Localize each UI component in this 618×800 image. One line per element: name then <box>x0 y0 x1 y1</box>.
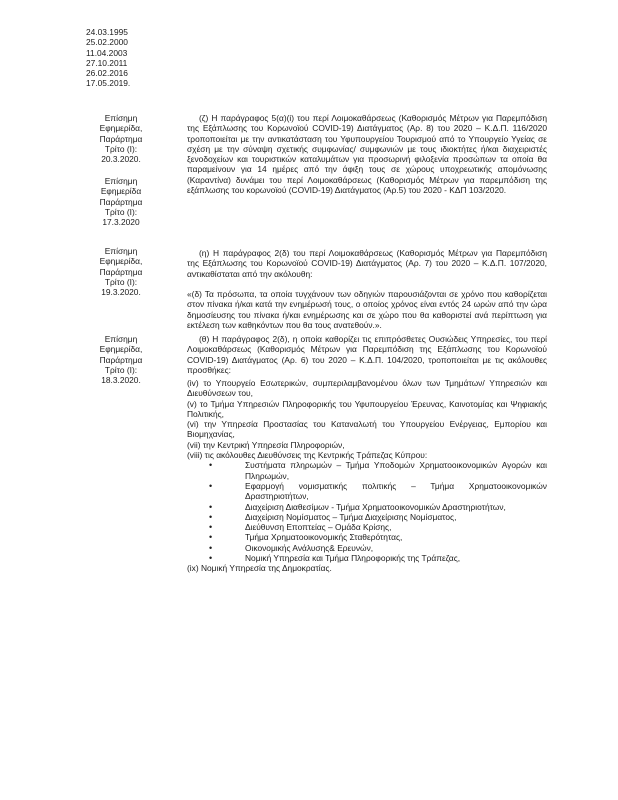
bullet-item <box>187 481 547 502</box>
additions-list <box>187 378 547 574</box>
date-line: 17.05.2019. <box>86 78 131 89</box>
bullet-text: Συστήματα πληρωμών – Τμήμα Υποδομών Χρηματοοικονομικών Αγορών και Πληρωμών, <box>245 460 547 481</box>
gazette-line: 17.3.2020 <box>102 217 140 228</box>
gazette-line: Εφημερίδα, <box>99 256 143 267</box>
gazette-reference <box>86 246 156 297</box>
bullet-text: Νομική Υπηρεσία και Τμήμα Πληροφορικής της Τράπεζας, <box>245 553 461 564</box>
bullet-text: Διεύθυνση Εποπτείας – Ομάδα Κρίσης, <box>245 522 392 533</box>
list-item: (viii) τις ακόλουθες Διευθύνσεις της Κεντρικής Τράπεζας Κύπρου: <box>187 450 428 461</box>
paragraph-text: (ζ) Η παράγραφος 5(α)(i) του περί Λοιμοκαθάρσεως (Καθορισμός Μέτρων για Παρεμπόδιση της Εξάπλωσης του Κορωνοϊού COVID-19) Διατάγματος (Αρ. 8) του 2020 – Κ.Δ.Π. 116/2020 τροποποιείται με την αντικατάσταση του Υφυπουργείου Τουρισμού από το Υπουργείο Υγείας σε σχέση με την σύναψη σχετικής συμφωνίας/ συμφωνιών με τους ιδιοκτήτες ή/και διαχειριστές ξενοδοχείων και τουριστικών καταλυμάτων για προσωρινή φιλοξενία προσώπων τα οποία θα παραμείνουν για 14 ημέρες από την άφιξη τους σε χώρους υποχρεωτικής απομόνωσης (Καραντίνα) δυνάμει του περί Λοιμοκαθάρσεως (Καθορισμός Μέτρων για παρεμπόδιση της εξάπλωσης του κορωνοϊού (COVID-19) Διατάγματος (Αρ.5) του 2020 - ΚΔΠ 103/2020. <box>187 113 547 196</box>
gazette-line: Επίσημη <box>104 113 138 123</box>
gazette-line: 19.3.2020. <box>101 287 141 298</box>
gazette-line: Παράρτημα <box>99 133 143 144</box>
paragraph-text: (θ) Η παράγραφος 2(δ), η οποία καθορίζει τις επιπρόσθετες Ουσιώδεις Υπηρεσίες, του περί Λοιμοκαθάρσεως (Καθορισμός Μέτρων για Παρεμπόδιση της Εξάπλωσης του Κορωνοϊού COVID-19) Διατάγματος (Αρ. 6) του 2020 – Κ.Δ.Π. 104/2020, τροποποιείται με τις ακόλουθες προσθήκες: <box>187 334 547 375</box>
bullet-text: Οικονομικής Ανάλυσης& Ερευνών, <box>245 542 374 553</box>
gazette-line: Παράρτημα <box>99 196 143 207</box>
gazette-line: Τρίτο (Ι): <box>104 206 138 217</box>
gazette-reference <box>86 113 156 164</box>
gazette-line: Τρίτο (Ι): <box>104 276 138 287</box>
paragraph-eta-quote <box>187 289 547 330</box>
bullet-text: Διαχείριση Νομίσματος – Τμήμα Διαχείρισης Νομίσματος, <box>245 511 457 522</box>
date-line: 25.02.2000 <box>86 37 128 48</box>
bullet-text: Τμήμα Χρηματοοικονομικής Σταθερότητας, <box>245 532 403 543</box>
gazette-line: Τρίτο (Ι): <box>104 143 138 154</box>
list-item: (ix) Νομική Υπηρεσία της Δημοκρατίας. <box>187 563 332 574</box>
gazette-line: Τρίτο (Ι): <box>104 364 138 375</box>
bullet-item <box>187 543 547 553</box>
bullet-item <box>187 512 547 522</box>
list-item: (v) το Τμήμα Υπηρεσιών Πληροφορικής του Υφυπουργείου Έρευνας, Καινοτομίας και Ψηφιακής Πολιτικής, <box>187 398 547 419</box>
gazette-reference <box>86 334 156 385</box>
gazette-line: Εφημερίδα, <box>99 123 143 134</box>
date-line: 24.03.1995 <box>86 27 128 37</box>
bullet-item <box>187 460 547 481</box>
bullet-item <box>187 502 547 512</box>
gazette-line: Επίσημη <box>104 176 138 186</box>
bullet-item <box>187 532 547 542</box>
gazette-line: Επίσημη <box>104 334 138 344</box>
gazette-line: 20.3.2020. <box>101 154 141 165</box>
paragraph-theta <box>187 334 547 375</box>
amendment-dates <box>86 27 176 89</box>
paragraph-zeta <box>187 113 547 195</box>
list-item: (vi) την Υπηρεσία Προστασίας του Καταναλωτή του Υπουργείου Ενέργειας, Εμπορίου και Βιομηχανίας, <box>187 419 547 440</box>
gazette-line: 18.3.2020. <box>101 375 141 386</box>
bullet-item <box>187 522 547 532</box>
date-line: 26.02.2016 <box>86 68 128 79</box>
bullet-item <box>187 553 547 563</box>
gazette-line: Εφημερίδα <box>100 186 142 197</box>
gazette-reference <box>86 176 156 227</box>
quoted-text: «(δ) Τα πρόσωπα, τα οποία τυγχάνουν των οδηγιών παρουσιάζονται σε χρόνο που καθορίζεται στον πίνακα ή/και κατά την ενημέρωσή τους, ο οποίος χρόνος είναι εντός 24 ωρών από την ώρα δημοσίευσης του πίνακα ή/και ενημέρωσης και σε χώρο που θα καθοριστεί ανά περίπτωση για εκτέλεση των καθηκόντων που θα τους ανατεθούν.». <box>187 289 547 330</box>
bullet-text: Εφαρμογή νομισματικής πολιτικής – Τμήμα Χρηματοοικονομικών Δραστηριοτήτων, <box>245 480 547 502</box>
gazette-line: Επίσημη <box>104 246 138 256</box>
date-line: 11.04.2003 <box>86 47 128 58</box>
gazette-line: Εφημερίδα, <box>99 344 143 355</box>
paragraph-eta <box>187 248 547 279</box>
list-item: (vii) την Κεντρική Υπηρεσία Πληροφοριών, <box>187 439 345 450</box>
date-line: 27.10.2011 <box>86 57 128 68</box>
bullet-text: Διαχείριση Διαθεσίμων - Τμήμα Χρηματοοικονομικών Δραστηριοτήτων, <box>245 501 506 512</box>
paragraph-text: (η) Η παράγραφος 2(δ) του περί Λοιμοκαθάρσεως (Καθορισμός Μέτρων για Παρεμπόδιση της Εξάπλωσης του Κορωνοϊού COVID-19) Διατάγματος (Αρ. 7) του 2020 – Κ.Δ.Π. 107/2020, αντικαθίσταται από την ακόλουθη: <box>187 248 547 279</box>
list-item: (iv) το Υπουργείο Εσωτερικών, συμπεριλαμβανομένου όλων των Τμημάτων/ Υπηρεσιών και Διευθύνσεων του, <box>187 378 547 399</box>
gazette-line: Παράρτημα <box>99 266 143 277</box>
bank-directorates-list <box>187 460 547 563</box>
gazette-line: Παράρτημα <box>99 354 143 365</box>
